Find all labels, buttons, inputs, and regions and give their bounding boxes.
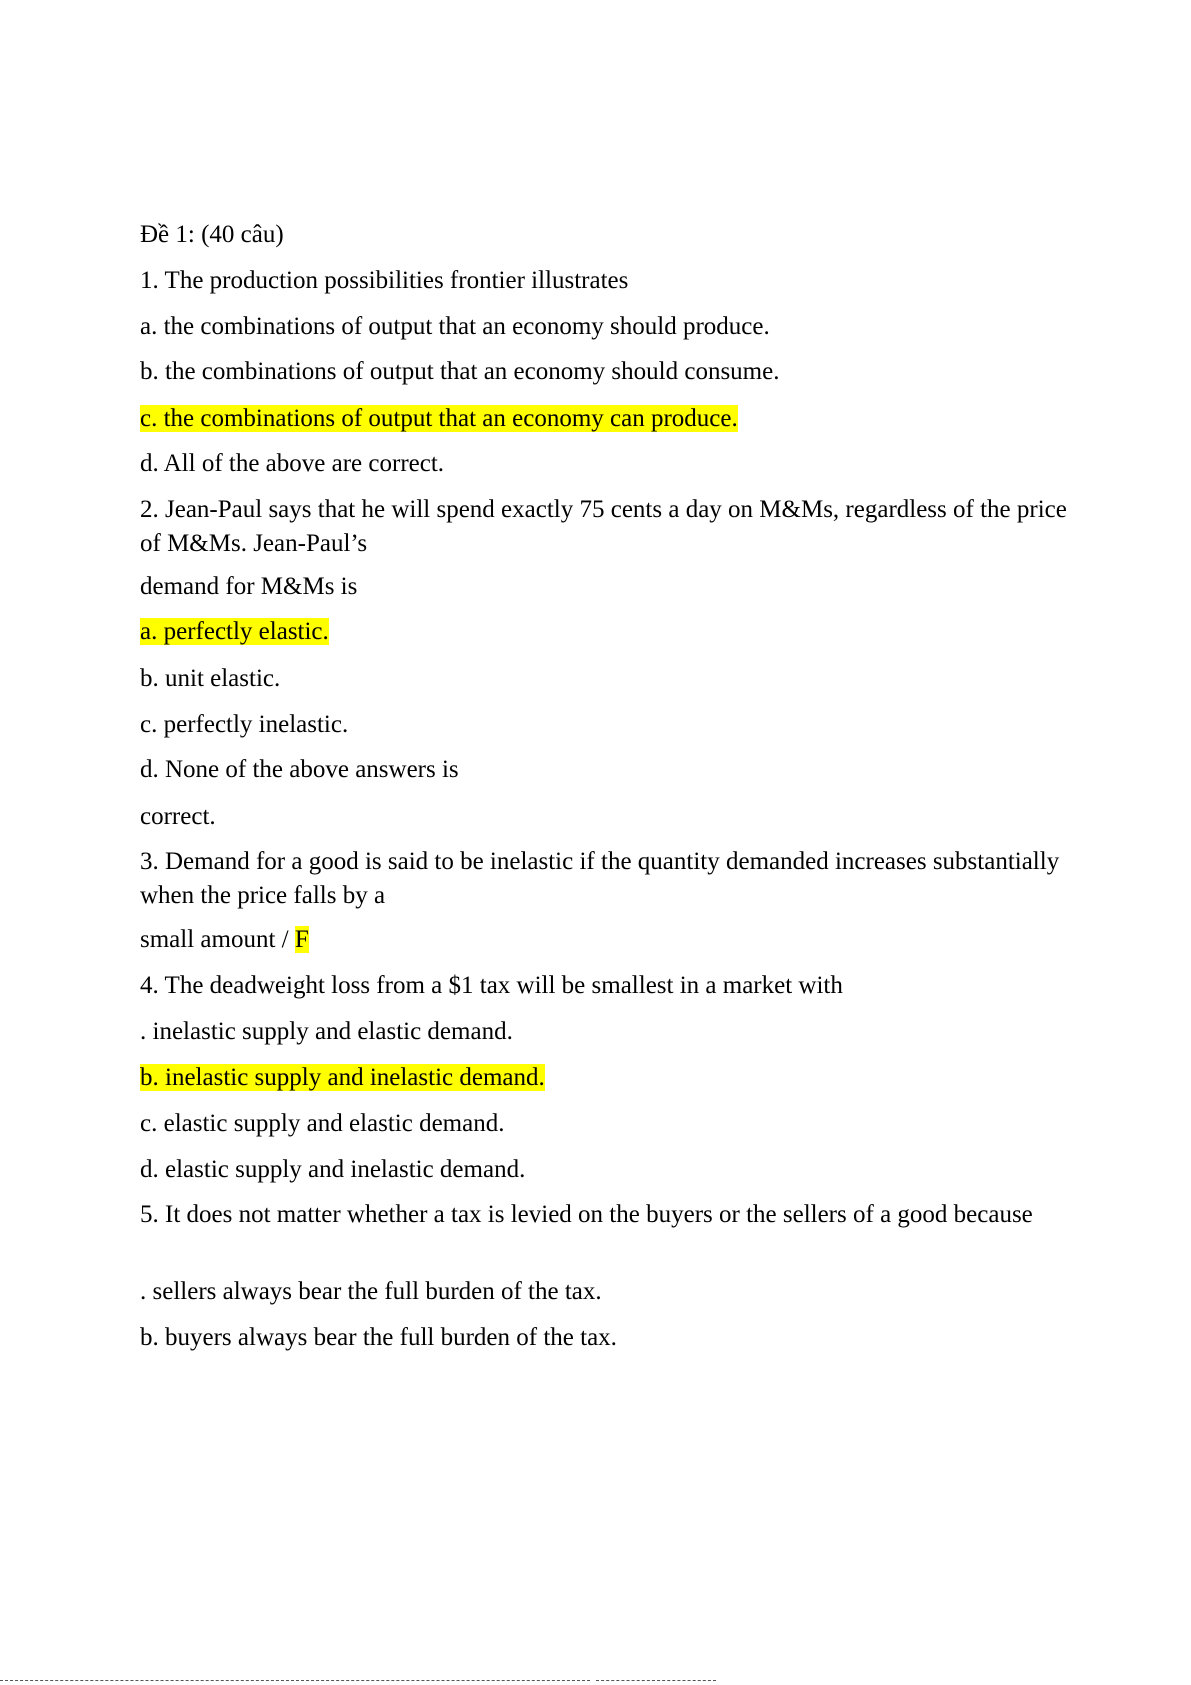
- question-3-answer-highlighted: F: [294, 926, 309, 953]
- question-3-stem-tail: small amount /: [140, 926, 295, 953]
- question-4-option-d: d. elastic supply and inelastic demand.: [140, 1156, 526, 1183]
- question-5-option-a: . sellers always bear the full burden of the tax.: [140, 1278, 602, 1305]
- question-1-option-a: a. the combinations of output that an economy should produce.: [140, 313, 770, 340]
- question-2-option-b: b. unit elastic.: [140, 665, 281, 692]
- question-1-stem: 1. The production possibilities frontier illustrates: [140, 267, 629, 294]
- question-2-option-c: c. perfectly inelastic.: [140, 711, 349, 738]
- question-4-stem: 4. The deadweight loss from a $1 tax will be smallest in a market with: [140, 972, 843, 999]
- document-heading: Đề 1: (40 câu): [140, 221, 284, 248]
- question-2-option-d: d. None of the above answers is: [140, 756, 459, 783]
- question-1-option-d: d. All of the above are correct.: [140, 450, 445, 477]
- question-3-stem-continued: [140, 923, 309, 957]
- question-1-option-b: b. the combinations of output that an economy should consume.: [140, 358, 780, 385]
- question-2-option-d-continued: correct.: [140, 803, 216, 830]
- question-2-stem-continued: demand for M&Ms is: [140, 573, 358, 600]
- question-5-stem: 5. It does not matter whether a tax is levied on the buyers or the sellers of a good because: [140, 1201, 1033, 1228]
- footer-rule-segment: [596, 1680, 716, 1681]
- question-4-option-c: c. elastic supply and elastic demand.: [140, 1110, 505, 1137]
- question-3-stem: 3. Demand for a good is said to be inelastic if the quantity demanded increases substantially when the price falls by a: [140, 848, 1060, 909]
- question-1-option-c-container: [140, 402, 738, 436]
- question-1-option-c-highlighted: c. the combinations of output that an economy can produce.: [140, 405, 738, 432]
- question-2-option-a-container: [140, 615, 329, 649]
- question-5-option-b: b. buyers always bear the full burden of the tax.: [140, 1324, 617, 1351]
- question-4-option-a: . inelastic supply and elastic demand.: [140, 1018, 513, 1045]
- question-2-option-a-highlighted: a. perfectly elastic.: [140, 618, 329, 645]
- footer-rule: [0, 1680, 590, 1681]
- question-4-option-b-container: [140, 1061, 545, 1095]
- question-2-stem: 2. Jean-Paul says that he will spend exactly 75 cents a day on M&Ms, regardless of the price of M&Ms. Jean-Paul’s: [140, 496, 1067, 557]
- question-4-option-b-highlighted: b. inelastic supply and inelastic demand.: [140, 1064, 545, 1091]
